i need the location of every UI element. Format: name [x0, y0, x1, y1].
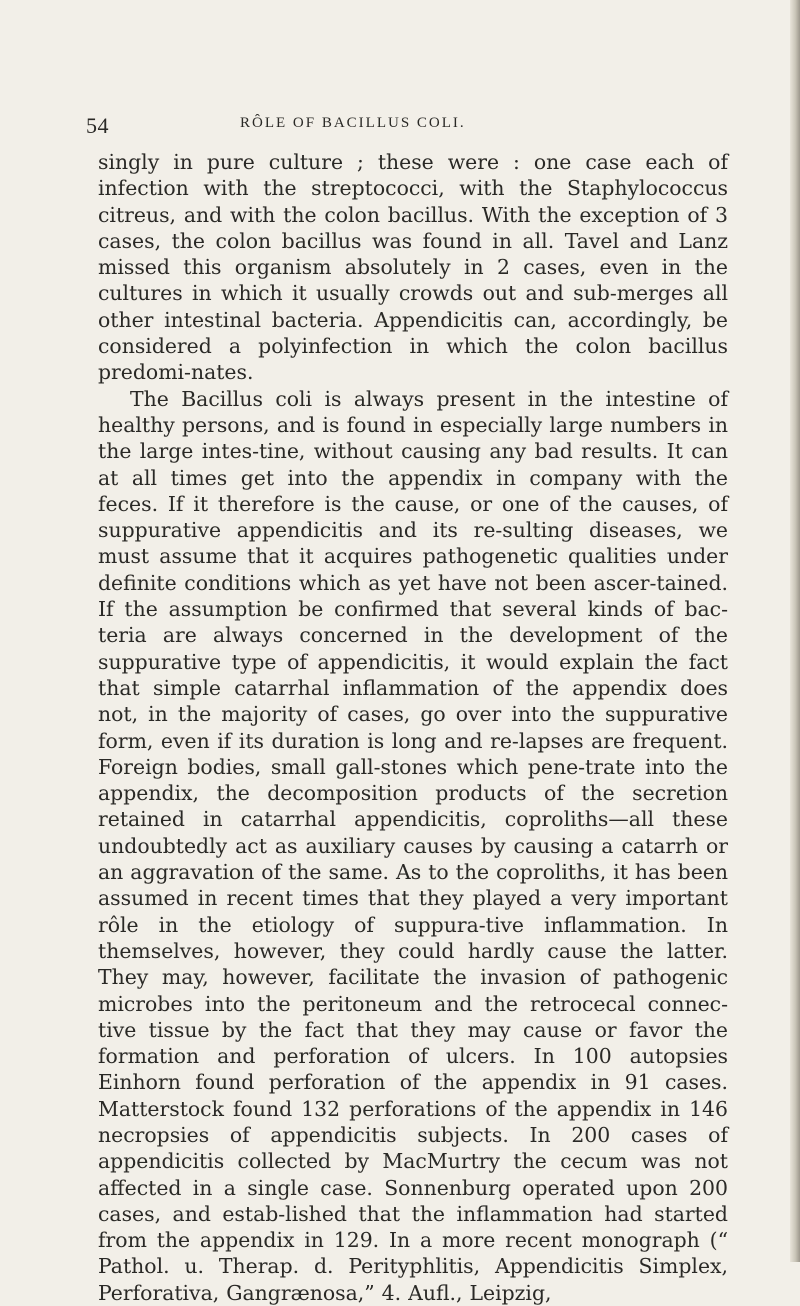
body-text — [98, 149, 728, 1306]
page-edge-shadow — [790, 0, 800, 1262]
paragraph-1: singly in pure culture ; these were : one case each of infection with the streptococci, with the Staphylococcus citreus, and with the colon bacillus. With the exception of 3 cases, the colon bacillus was found in all. Tavel and Lanz missed this organism absolutely in 2 cases, even in the cultures in which it usually crowds out and sub-merges all other intestinal bacteria. Appendicitis can, accordingly, be considered a polyinfection in which the colon bacillus predomi-nates. — [98, 150, 728, 385]
running-head: RÔLE OF BACILLUS COLI. — [240, 115, 466, 131]
page-number: 54 — [86, 113, 109, 138]
paragraph-2: The Bacillus coli is always present in the intestine of healthy persons, and is found in especially large numbers in the large intes-tine, without causing any bad results. It can at all times get into the appendix in company with the feces. If it therefore is the cause, or one of the causes, of suppurative appendicitis and its re-sulting diseases, we must assume that it acquires pathogenetic qualities under definite conditions which as yet have not been ascer-tained. If the assumption be confirmed that several kinds of bac-teria are always concerned in the development of the suppurative type of appendicitis, it would explain the fact that simple catarrhal inflammation of the appendix does not, in the majority of cases, go over into the suppurative form, even if its duration is long and re-lapses are frequent. Foreign bodies, small gall-stones which pene-trate into the appendix, the decomposition products of the secretion retained in catarrhal appendicitis, coproliths—all these undoubtedly act as auxiliary causes by causing a catarrh or an aggravation of the same. As to the coproliths, it has been assumed in recent times that they played a very important rôle in the etiology of suppura-tive inflammation. In themselves, however, they could hardly cause the latter. They may, however, facilitate the invasion of pathogenic microbes into the peritoneum and the retrocecal connec-tive tissue by the fact that they may cause or favor the formation and perforation of ulcers. In 100 autopsies Einhorn found perforation of the appendix in 91 cases. Matterstock found 132 perforations of the appendix in 146 necropsies of appendicitis subjects. In 200 cases of appendicitis collected by MacMurtry the cecum was not affected in a single case. Sonnenburg operated upon 200 cases, and estab-lished that the inflammation had started from the appendix in 129. In a more recent monograph (“ Pathol. u. Therap. d. Perityphlitis, Appendicitis Simplex, Perforativa, Gangrænosa,” 4. Aufl., Leipzig, — [98, 386, 728, 1305]
